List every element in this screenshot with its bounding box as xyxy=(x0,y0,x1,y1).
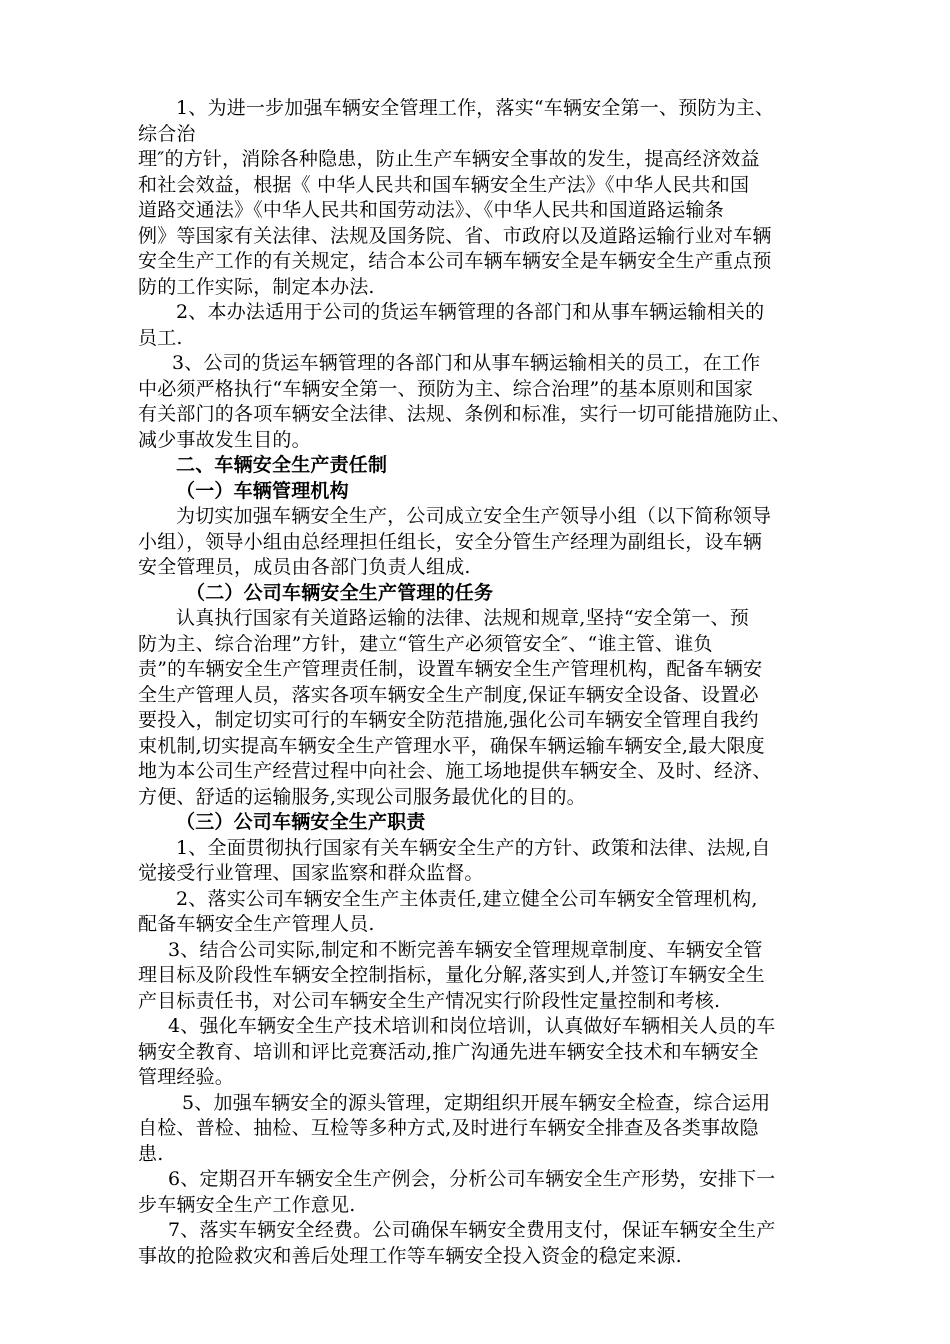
text-line: 4、强化车辆安全生产技术培训和岗位培训，认真做好车辆相关人员的车 xyxy=(168,1015,776,1037)
section-heading: 二、车辆安全生产责任制 xyxy=(176,454,388,476)
text-line: 6、定期召开车辆安全生产例会，分析公司车辆安全生产形势，安排下一 xyxy=(168,1168,776,1190)
text-line: 防的工作实际，制定本办法. xyxy=(138,275,375,298)
text-line: 配备车辆安全生产管理人员. xyxy=(138,913,375,935)
text-line: 安全管理员，成员由各部门负责人组成. xyxy=(138,556,471,578)
section-heading: （一）车辆管理机构 xyxy=(176,479,349,502)
text-line: 1、为进一步加强车辆安全管理工作，落实“车辆安全第一、预防为主、 xyxy=(176,97,775,119)
text-line: 患. xyxy=(138,1142,164,1165)
text-line: 例》等国家有关法律、法规及国务院、省、市政府以及道路运输行业对车辆 xyxy=(138,224,772,247)
text-line: 5、加强车辆安全的源头管理，定期组织开展车辆安全检查，综合运用 xyxy=(182,1091,771,1114)
text-line: 3、结合公司实际,制定和不断完善车辆安全管理规章制度、车辆安全管 xyxy=(168,938,763,961)
text-line: 理目标及阶段性车辆安全控制指标，量化分解,落实到人,并签订车辆安全生 xyxy=(138,964,765,986)
text-line: 小组），领导小组由总经理担任组长，安全分管生产经理为副组长，设车辆 xyxy=(138,530,763,553)
text-line: 有关部门的各项车辆安全法律、法规、条例和标准，实行一切可能措施防止、 xyxy=(138,403,791,425)
text-line: 全生产管理人员，落实各项车辆安全生产制度,保证车辆安全设备、设置必 xyxy=(138,683,759,706)
text-line: 觉接受行业管理、国家监察和群众监督。 xyxy=(138,862,484,884)
text-line: 1、全面贯彻执行国家有关车辆安全生产的方针、政策和法律、法规,自 xyxy=(176,836,771,859)
text-line: 中必须严格执行“车辆安全第一、预防为主、综合治理”的基本原则和国家 xyxy=(138,377,754,400)
text-line: 防为主、综合治理”方针，建立“管生产必须管安全″、“谁主管、谁负 xyxy=(138,632,713,655)
text-line: 和社会效益，根据《 中华人民共和国车辆安全生产法》《中华人民共和国 xyxy=(138,173,750,196)
text-line: 自检、普检、抽检、互检等多种方式,及时进行车辆安全排查及各类事故隐 xyxy=(138,1117,759,1139)
text-line: 产目标责任书，对公司车辆安全生产情况实行阶段性定量控制和考核. xyxy=(138,989,721,1012)
text-line: 理″的方针，消除各种隐患，防止生产车辆安全事故的发生，提高经济效益 xyxy=(138,148,760,170)
text-line: 束机制,切实提高车辆安全生产管理水平，确保车辆运输车辆安全,最大限度 xyxy=(138,734,765,757)
text-line: 7、落实车辆安全经费。公司确保车辆安全费用支付，保证车辆安全生产 xyxy=(168,1219,776,1241)
text-line: 员工. xyxy=(138,326,183,349)
text-line: 辆安全教育、培训和评比竞赛活动,推广沟通先进车辆安全技术和车辆安全 xyxy=(138,1040,759,1063)
text-line: 要投入，制定切实可行的车辆安全防范措施,强化公司车辆安全管理自我约 xyxy=(138,709,759,731)
text-line: 安全生产工作的有关规定，结合本公司车辆车辆安全是车辆安全生产重点预 xyxy=(138,250,772,272)
text-line: 认真执行国家有关道路运输的法律、法规和规章,坚持“安全第一、预 xyxy=(176,607,749,629)
text-line: 3、公司的货运车辆管理的各部门和从事车辆运输相关的员工，在工作 xyxy=(172,352,761,374)
text-line: 步车辆安全生产工作意见. xyxy=(138,1193,356,1216)
text-line: 地为本公司生产经营过程中向社会、施工场地提供车辆安全、及时、经济、 xyxy=(138,760,772,782)
text-line: 责”的车辆安全生产管理责任制，设置车辆安全生产管理机构，配备车辆安 xyxy=(138,658,763,680)
document-page xyxy=(138,96,878,1269)
text-line: 减少事故发生目的。 xyxy=(138,428,311,451)
text-line: 综合治 xyxy=(138,122,196,145)
section-heading: （二）公司车辆安全生产管理的任务 xyxy=(186,581,494,604)
section-heading: （三）公司车辆安全生产职责 xyxy=(176,811,426,833)
text-line: 2、本办法适用于公司的货运车辆管理的各部门和从事车辆运输相关的 xyxy=(176,301,765,323)
text-line: 方便、舒适的运输服务,实现公司服务最优化的目的。 xyxy=(138,785,586,808)
text-line: 事故的抢险救灾和善后处理工作等车辆安全投入资金的稳定来源. xyxy=(138,1244,682,1267)
text-line: 2、落实公司车辆安全生产主体责任,建立健全公司车辆安全管理机构, xyxy=(176,887,758,910)
text-line: 为切实加强车辆安全生产，公司成立安全生产领导小组（以下简称领导 xyxy=(176,505,772,527)
text-line: 道路交通法》《中华人民共和国劳动法》、《中华人民共和国道路运输条 xyxy=(138,199,724,221)
text-line: 管理经验。 xyxy=(138,1066,235,1088)
